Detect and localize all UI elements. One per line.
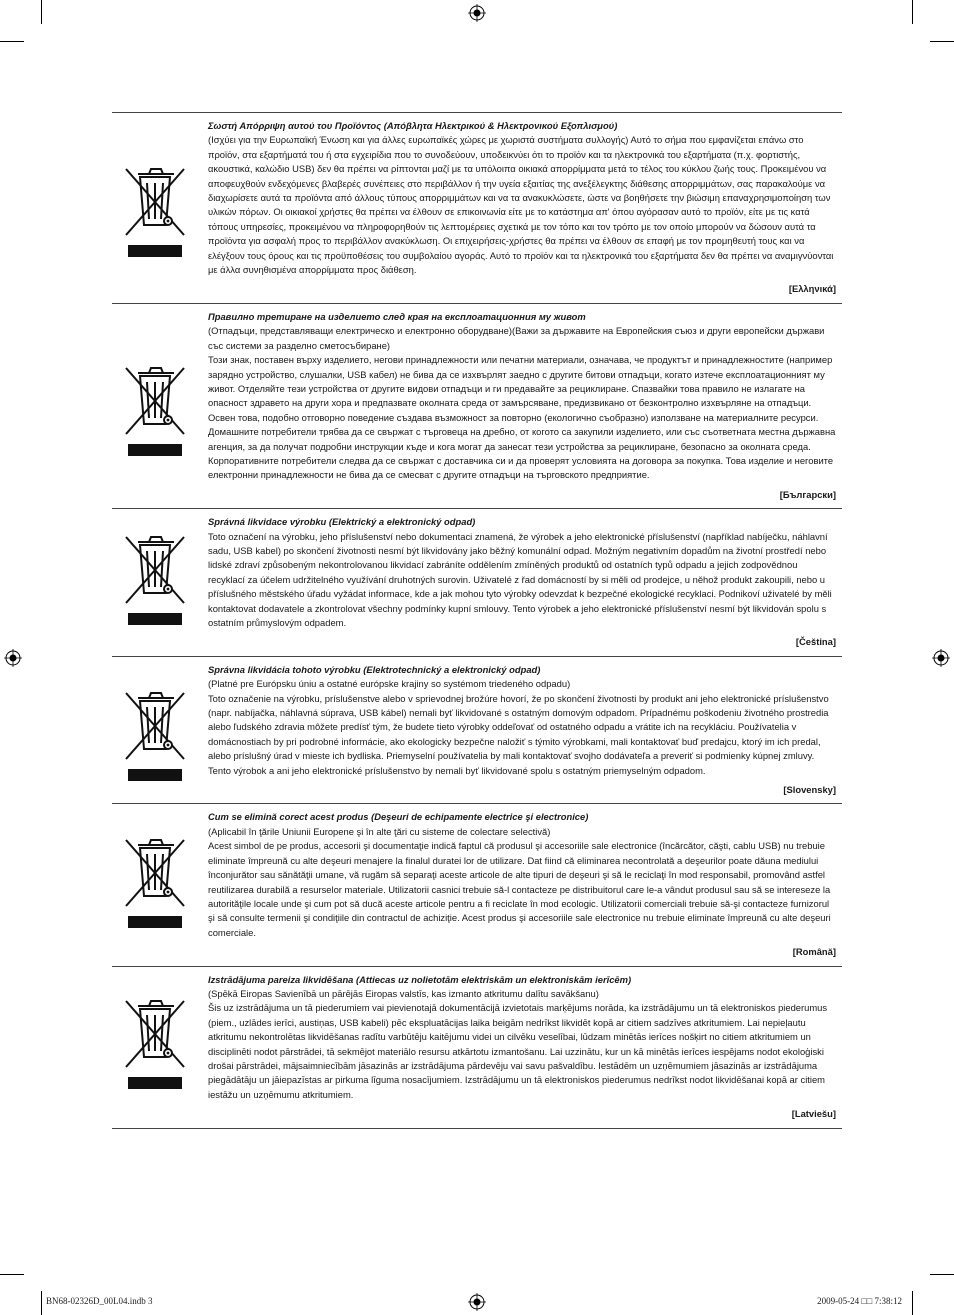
weee-symbol — [124, 689, 186, 781]
crop-mark — [912, 0, 913, 24]
weee-symbol — [124, 836, 186, 928]
section-title: Izstrādājuma pareiza likvidēšana (Attiecas uz nolietotām elektriskām un elektroniskām ierīcēm) — [208, 973, 632, 985]
weee-sections — [112, 112, 842, 1129]
weee-symbol — [124, 533, 186, 625]
black-bar — [128, 1077, 182, 1089]
weee-symbol — [124, 364, 186, 456]
section-title: Правилно третиране на изделието след края на експлоатационния му живот — [208, 310, 586, 322]
crossed-bin-icon — [124, 165, 186, 239]
section-subtitle: (Отпадъци, представляващи електрическо и електронно оборудване)(Важи за държавите на Европейския съюз и други европейски държави със системи за разделно сметосъбиране) — [208, 325, 825, 351]
section-latvian — [112, 966, 842, 1129]
crop-mark — [912, 1291, 913, 1315]
registration-mark-icon — [468, 4, 486, 22]
section-text — [208, 113, 836, 297]
section-czech — [112, 508, 842, 650]
section-body: Toto označení na výrobku, jeho příslušenství nebo dokumentaci znamená, že výrobek a jeho elektronické příslušenství (například nabíječku, náhlavní sadu, USB kabel) po skončení životnosti nesmí být likvidovány jako běžný komunální odpad. Možným negativním dopadům na životní prostředí nebo lidské zdraví způsobeným nekontrolovanou likvidací zabráníte oddělením zmíněných produktů od ostatních typů odpadu a jejich zodpovědnou recyklací za účelem udržitelného využívání druhotných surovin. Uživatelé z řad domácností by si měli od prodejce, u něhož produkt zakoupili, nebo u příslušného městského úřadu vyžádat informace, kde a jak mohou tyto výrobky odevzdat k bezpečné ekologické recyklaci. Podnikoví uživatelé by měli kontaktovat dodavatele a zkontrolovat všechny podmínky kupní smlouvy. Tento výrobek a jeho elektronické příslušenství nesmí být likvidován spolu s ostatním průmyslovým odpadem. — [208, 530, 832, 628]
section-text — [208, 509, 836, 650]
section-greek — [112, 112, 842, 297]
section-body: (Ισχύει για την Ευρωπαϊκή Ένωση και για άλλες ευρωπαϊκές χώρες με χωριστά συστήματα συλλογής) Αυτό το σήμα που εμφανίζεται επάνω στο προϊόν, στα εξαρτήματά του ή στα εγχειρίδια που το συνοδεύουν, υποδεικνύει ότι το προϊόν και τα ηλεκτρονικά του εξαρτήματα (π.χ. φορτιστής, ακουστικά, καλώδιο USB) δεν θα πρέπει να ρίπτονται μαζί με τα υπόλοιπα οικιακά απορρίμματα μετά το τέλος του κύκλου ζωής τους. Προκειμένου να αποφευχθούν ενδεχόμενες βλαβερές συνέπειες στο περιβάλλον ή την υγεία εξαιτίας της ανεξέλεγκτης διάθεσης απορριμμάτων, σας παρακαλούμε να διαχωρίσετε αυτά τα προϊόντα από άλλους τύπους απορριμμάτων και να τα ανακυκλώσετε, ώστε να βοηθήσετε την βιώσιμη επαναχρησιμοποίηση των υλικών πόρων. Οι οικιακοί χρήστες θα πρέπει να έλθουν σε επικοινωνία είτε με το κατάστημα απ' όπου αγόρασαν αυτό το προϊόν, είτε με τις κατά τόπους υπηρεσίες, προκειμένου να πληροφορηθούν τις λεπτομέρειες σχετικά με τον τόπο και τον τρόπο με τον οποίο μπορούν να δώσουν αυτά τα προϊόντα για ασφαλή προς το περιβάλλον ανακύκλωση. Οι επιχειρήσεις-χρήστες θα πρέπει να έλθουν σε επαφή με τον προμηθευτή τους και να ελέγξουν τους όρους και τις προϋποθέσεις του συμβολαίου αγοράς. Αυτό το προϊόν και τα ηλεκτρονικά του εξαρτήματα δεν θα πρέπει να αναμιγνύονται με άλλα συνηθισμένα απορρίμματα προς διάθεση. — [208, 134, 834, 276]
language-label: [Slovensky] — [783, 784, 836, 796]
footer-timestamp: 2009-05-24 □□ 7:38:12 — [817, 1296, 902, 1306]
registration-mark-icon — [4, 649, 22, 667]
crop-mark — [0, 41, 24, 42]
weee-symbol — [124, 997, 186, 1089]
section-body: Този знак, поставен върху изделието, негови принадлежности или печатни материали, означава, че продуктът и принадлежностите (например зарядно устройство, слушалки, USB кабел) не бива да се изхвърлят заедно с другите битови отпадъци, когато изтече експлоатационният му живот. Отделяйте тези устройства от другите видови отпадъци и ги предавайте за рециклиране. Спазвайки това правило не излагате на опасност здравето на други хора и предпазвате околната среда от замърсяване, предизвикано от безконтролно изхвърляне на отпадъци. Освен това, подобно отговорно поведение създава възможност за повторно (екологично съобразно) използване на материалните ресурси. Домашните потребители трябва да се свържат с търговеца на дребно, от когото са закупили изделието, или със съответната местна държавна агенция, за да получат подробни инструкции къде и кога могат да занесат тези устройства за рециклиране, безопасно за околната среда. Корпоративните потребители следва да се свържат с доставчика си и да проверят условията на договора за покупка. Това изделие и неговите електронни принадлежности не бива да се смесват с другите отпадъци на търговското предприятие. — [208, 354, 836, 481]
black-bar — [128, 245, 182, 257]
registration-mark-icon — [468, 1293, 486, 1311]
section-text — [208, 967, 836, 1122]
black-bar — [128, 613, 182, 625]
section-subtitle: (Aplicabil în ţările Uniunii Europene şi în alte ţări cu sisteme de colectare selectivă) — [208, 825, 551, 837]
weee-symbol — [124, 165, 186, 257]
section-body: Toto označenie na výrobku, príslušenstve alebo v sprievodnej brožúre hovorí, že po skončení životnosti by produkt ani jeho elektronické príslušenstvo (napr. nabíjačka, náhlavná súprava, USB kábel) nemali byť likvidované s ostatným domovým odpadom. Prípadnému poškodeniu životného prostredia alebo ľudského zdravia môžete predísť tým, že budete tieto výrobky oddeľovať od ostatného odpadu a vrátite ich na recykláciu. Používatelia v domácnostiach by pri podrobné informácie, ako ekologicky bezpečne naložiť s týmito výrobkami, mali kontaktovať buď predajcu, ktorý im ich predal, alebo príslušný úrad v mieste ich bydliska. Priemyselní používatelia by mali kontaktovať svojho dodávateľa a preveriť si podmienky kúpnej zmluvy. Tento výrobok a ani jeho elektronické príslušenstvo by nemali byť likvidované spolu s ostatným priemyselným odpadom. — [208, 692, 829, 776]
black-bar — [128, 444, 182, 456]
crossed-bin-icon — [124, 836, 186, 910]
language-label: [Română] — [792, 946, 836, 958]
section-text — [208, 657, 836, 798]
black-bar — [128, 916, 182, 928]
section-subtitle: (Spēkā Eiropas Savienībā un pārējās Eiropas valstīs, kas izmanto atkritumu dalītu savākšanu) — [208, 987, 599, 999]
crop-mark — [930, 41, 954, 42]
black-bar — [128, 769, 182, 781]
crossed-bin-icon — [124, 533, 186, 607]
section-title: Σωστή Απόρριψη αυτού του Προϊόντος (Απόβλητα Ηλεκτρικού & Ηλεκτρονικού Εξοπλισμού) — [208, 120, 618, 131]
section-romanian — [112, 803, 842, 959]
registration-mark-icon — [932, 649, 950, 667]
crop-mark — [930, 1274, 954, 1275]
language-label: [Čeština] — [795, 636, 836, 648]
section-text — [208, 304, 836, 502]
language-label: [Ελληνικά] — [788, 283, 836, 295]
section-bulgarian — [112, 303, 842, 502]
section-title: Správna likvidácia tohoto výrobku (Elektrotechnický a elektronický odpad) — [208, 663, 541, 675]
section-text — [208, 804, 836, 959]
section-slovak — [112, 656, 842, 798]
language-label: [Български] — [779, 488, 836, 500]
crossed-bin-icon — [124, 689, 186, 763]
section-body: Acest simbol de pe produs, accesorii şi documentaţie indică faptul că produsul şi accesoriile sale electronice (încărcător, căşti, cablu USB) nu trebuie eliminate împreună cu alte deşeuri menajere la finalul duratei lor de utilizare. Dat fiind că eliminarea necontrolată a deşeurilor poate dăuna mediului înconjurător sau sănătăţii umane, vă rugăm să separaţi aceste articole de alte tipuri de deşeuri şi să le reciclaţi în mod responsabil, promovând astfel reutilizarea durabilă a resurselor materiale. Utilizatorii casnici trebuie să-l contacteze pe distribuitorul care le-a vândut produsul sau să se intereseze la autorităţile locale unde şi cum pot să ducă aceste articole pentru a fi reciclate în mod ecologic. Utilizatorii comerciali trebuie să-şi contacteze furnizorul şi să consulte termenii şi condiţiile din contractul de achiziţie. Acest produs şi accesoriile sale electronice nu trebuie eliminate împreună cu alte deşeuri comerciale. — [208, 840, 831, 938]
section-title: Správná likvidace výrobku (Elektrický a elektronický odpad) — [208, 516, 476, 528]
crop-mark — [41, 0, 42, 24]
crop-mark — [41, 1291, 42, 1315]
footer-file-info: BN68-02326D_00L04.indb 3 — [46, 1296, 153, 1306]
crossed-bin-icon — [124, 997, 186, 1071]
section-subtitle: (Platné pre Európsku úniu a ostatné európske krajiny so systémom triedeného odpadu) — [208, 678, 571, 690]
crop-mark — [0, 1274, 24, 1275]
section-body: Šis uz izstrādājuma un tā piederumiem vai pievienotajā dokumentācijā izvietotais marķējums norāda, ka izstrādājumu un tā elektroniskos piederumus (piem., uzlādes ierīci, austiņas, USB kabeli) pēc ekspluatācijas laika beigām nedrīkst likvidēt kopā ar citiem sadzīves atkritumiem. Lai nepieļautu atkritumu nekontrolētas likvidēšanas radītu varbūtēju kaitējumu videi un cilvēku veselībai, lūdzam minētās ierīces nošķirt no citiem atkritumiem un disciplinēti nodot pārstrādei, tā sekmējot materiālo resursu atkārtotu izmantošanu. Lai uzzinātu, kur un kā minētās ierīces iespējams nodot ekoloģiski drošai pārstrādei, mājsaimniecībām jāsazinās ar izstrādājuma pārdevēju vai savu pašvaldību. Iestādēm un uzņēmumiem jāsazinās ar izstrādājuma piegādātāju un jāiepazīstas ar pirkuma līguma nosacījumiem. Izstrādājumu un tā elektroniskos piederumus nedrīkst nodot likvidēšanai kopā ar citiem iestāžu un uzņēmumu atkritumiem. — [208, 1002, 828, 1100]
crossed-bin-icon — [124, 364, 186, 438]
language-label: [Latviešu] — [791, 1108, 836, 1120]
section-title: Cum se elimină corect acest produs (Deşeuri de echipamente electrice şi electronice) — [208, 811, 589, 823]
